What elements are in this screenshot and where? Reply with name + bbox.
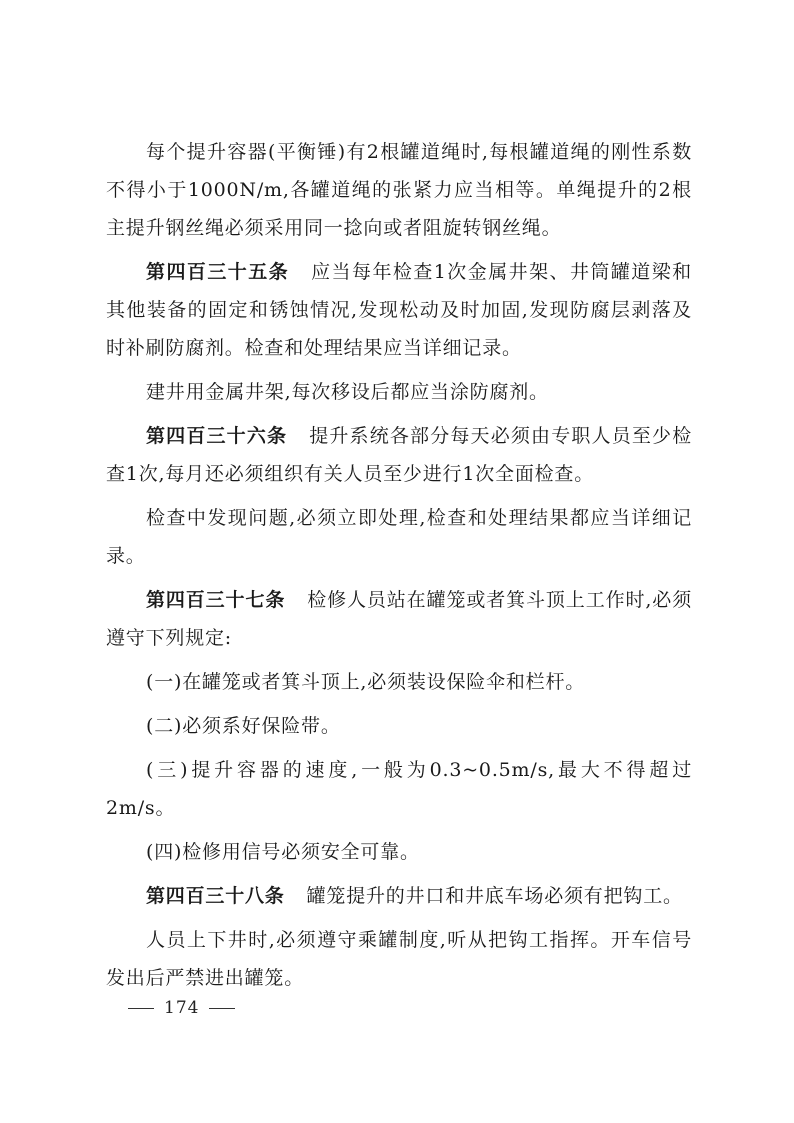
article-text: 应当每年检查1次金属井架、井筒罐道梁和其他装备的固定和锈蚀情况,发现松动及时加固,发现防腐层剥落及时补刷防腐剂。检查和处理结果应当详细记录。 bbox=[106, 261, 692, 359]
list-item-text: (二)必须系好保险带。 bbox=[146, 715, 341, 737]
list-item-text: (三)提升容器的速度,一般为0.3~0.5m/s,最大不得超过2m/s。 bbox=[106, 759, 692, 819]
list-item-4 bbox=[106, 833, 692, 871]
article-title: 第四百三十六条 bbox=[146, 425, 288, 447]
article-text: 检修人员站在罐笼或者箕斗顶上工作时,必须遵守下列规定: bbox=[106, 589, 692, 649]
paragraph-5 bbox=[106, 499, 692, 575]
article-title: 第四百三十八条 bbox=[146, 885, 285, 907]
page-number: 174 bbox=[164, 998, 200, 1018]
article-436 bbox=[106, 417, 692, 493]
paragraph-text: 人员上下井时,必须遵守乘罐制度,听从把钩工指挥。开车信号发出后严禁进出罐笼。 bbox=[106, 929, 692, 989]
page-footer bbox=[118, 998, 245, 1018]
paragraph-text: 建井用金属井架,每次移设后都应当涂防腐剂。 bbox=[146, 381, 549, 403]
document-body bbox=[106, 133, 692, 1003]
list-item-3 bbox=[106, 751, 692, 827]
list-item-text: (四)检修用信号必须安全可靠。 bbox=[146, 841, 420, 863]
right-dash bbox=[209, 1008, 235, 1009]
list-item-text: (一)在罐笼或者箕斗顶上,必须装设保险伞和栏杆。 bbox=[146, 671, 586, 693]
paragraph-text: 检查中发现问题,必须立即处理,检查和处理结果都应当详细记录。 bbox=[106, 507, 692, 567]
left-dash bbox=[128, 1008, 154, 1009]
article-title: 第四百三十五条 bbox=[146, 261, 290, 283]
article-438 bbox=[106, 877, 692, 915]
paragraph-text: 每个提升容器(平衡锤)有2根罐道绳时,每根罐道绳的刚性系数不得小于1000N/m,各罐道绳的张紧力应当相等。单绳提升的2根主提升钢丝绳必须采用同一捻向或者阻旋转钢丝绳。 bbox=[106, 141, 692, 239]
paragraph-12 bbox=[106, 921, 692, 997]
paragraph-3 bbox=[106, 373, 692, 411]
article-title: 第四百三十七条 bbox=[146, 589, 286, 611]
paragraph-1 bbox=[106, 133, 692, 247]
article-text: 提升系统各部分每天必须由专职人员至少检查1次,每月还必须组织有关人员至少进行1次全面检查。 bbox=[106, 425, 693, 485]
list-item-1 bbox=[106, 663, 692, 701]
article-437 bbox=[106, 581, 692, 657]
article-435 bbox=[106, 253, 692, 367]
list-item-2 bbox=[106, 707, 692, 745]
article-text: 罐笼提升的井口和井底车场必须有把钩工。 bbox=[306, 885, 683, 907]
